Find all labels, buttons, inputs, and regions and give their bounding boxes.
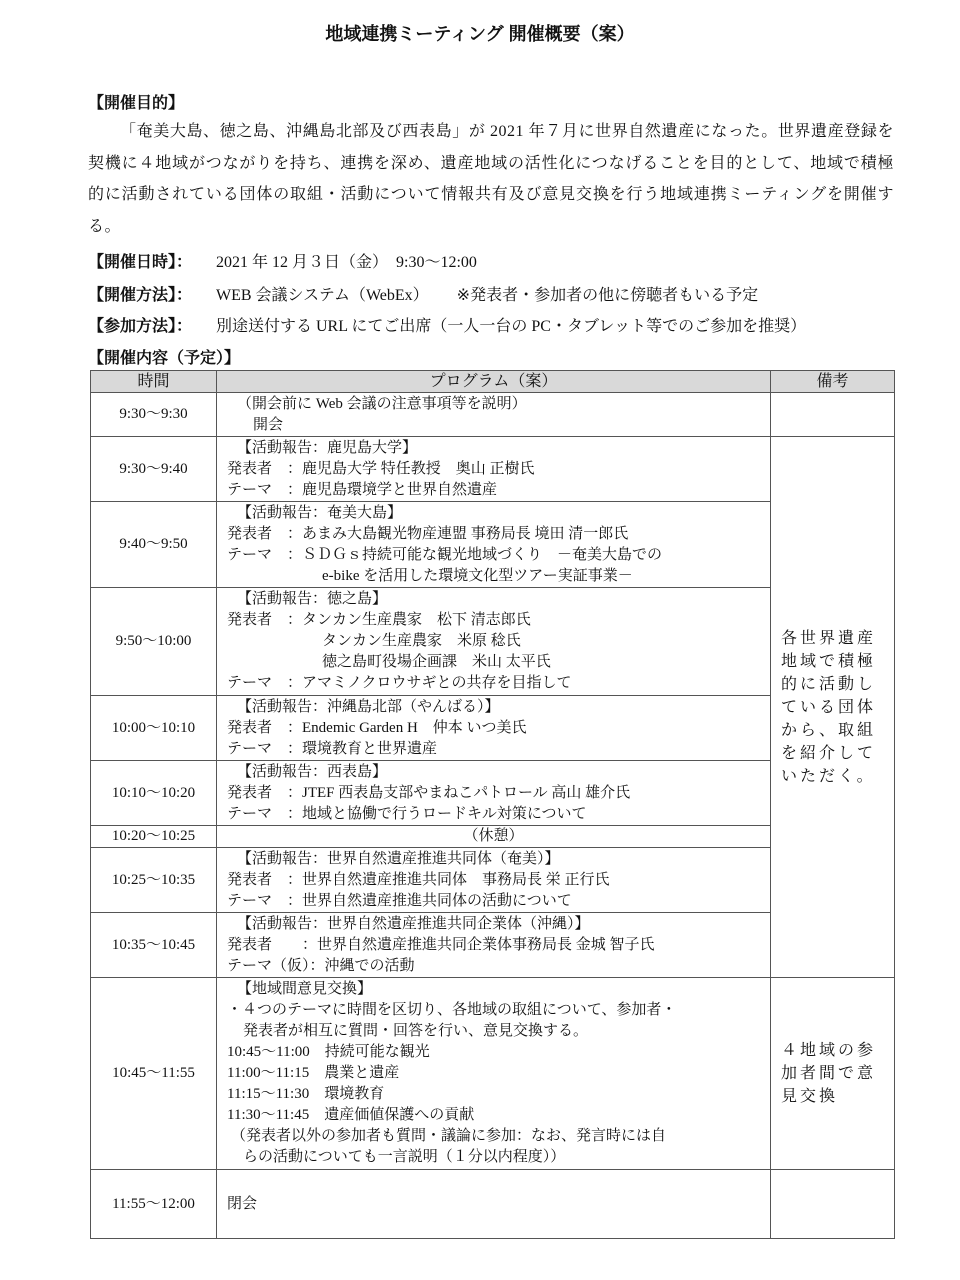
program-line: （開会前に Web 会議の注意事項等を説明） [237,395,527,412]
program-line: 発表者 ：鹿児島大学 特任教授 奥山 正樹氏 [227,460,535,477]
info-datetime [88,249,477,272]
program-line: 11:00～11:15 農業と遺産 [227,1065,400,1081]
program-line: 10:45～11:00 持続可能な観光 [227,1044,430,1060]
row-notes-empty [771,1170,895,1239]
header-time: 時間 [91,371,217,393]
notes-exchange: ４地域の参加者間で意見交換 [771,978,895,1170]
program-line: 開会 [253,416,284,433]
program-line: 徳之島町役場企画課 米山 太平氏 [322,654,551,670]
program-line: 【活動報告：世界自然遺産推進共同企業体（沖縄）】 [237,915,590,932]
program-line: 発表者 ：世界自然遺産推進共同企業体事務局長 金城 智子氏 [227,936,655,953]
row-program [217,978,771,1170]
table-row [91,978,895,1170]
row-time: 11:55～12:00 [91,1170,217,1239]
program-line: テーマ ：鹿児島環境学と世界自然遺産 [227,481,498,498]
content-heading: 【開催内容（予定）】 [88,350,241,367]
program-line: 11:30～11:45 遺産価値保護への貢献 [227,1107,475,1123]
notes-activity-reports: 各世界遺産地域で積極的に活動している団体から、取組を紹介していただく。 [771,437,895,978]
program-line: 発表者 ：JTEF 西表島支部やまねこパトロール 高山 雄介氏 [227,784,631,801]
row-time: 10:25～10:35 [91,848,217,913]
program-line: 発表者 ：Endemic Garden H 仲本 いつ美氏 [227,719,527,736]
program-line: 【活動報告：西表島】 [237,763,388,780]
program-line: テーマ（仮）：沖縄での活動 [227,957,415,974]
table-row [91,437,895,502]
program-line: 【活動報告：鹿児島大学】 [237,439,418,456]
program-line: 11:15～11:30 環境教育 [227,1086,385,1102]
program-line: らの活動についても一言説明（１分以内程度）） [243,1149,566,1165]
document-title: 地域連携ミーティング 開催概要（案） [325,24,635,44]
row-program [217,393,771,437]
table-row [91,1170,895,1239]
program-line: 【活動報告：奄美大島】 [237,504,403,521]
program-line: 【活動報告：沖縄島北部（やんばる）】 [237,698,500,715]
datetime-value: 2021 年 12 月３日（金） 9:30～12:00 [216,254,477,271]
purpose-text: 「奄美大島、徳之島、沖縄島北部及び西表島」が 2021 年７月に世界自然遺産になった。世界遺産登録を契機に４地域がつながりを持ち、連携を深め、遺産地域の活性化につなげることを目的として、地域で積極的に活動されている団体の取組・活動について情報共有及び意見交換を行う地域連携ミーティングを開催する。 [88,123,894,235]
program-line: タンカン生産農家 米原 稔氏 [322,633,521,649]
row-time: 9:30～9:40 [91,437,217,502]
program-line: e-bike を活用した環境文化型ツアー実証事業－ [322,567,633,584]
program-line: テーマ ：地域と協働で行うロードキル対策について [227,805,587,822]
program-line: テーマ ：ＳＤＧｓ持続可能な観光地域づくり －奄美大島での [227,546,663,563]
program-line: （発表者以外の参加者も質問・議論に参加：なお、発言時には自 [231,1128,667,1144]
row-time: 9:40～9:50 [91,502,217,588]
method-value-wrap [216,282,758,305]
row-time: 10:10～10:20 [91,761,217,826]
row-notes-empty [771,393,895,437]
row-program [217,696,771,761]
program-line: 【活動報告：徳之島】 [237,591,388,607]
program-line: （休憩） [463,828,524,844]
row-time: 10:45～11:55 [91,978,217,1170]
program-line: 発表者が相互に質問・回答を行い、意見交換する。 [243,1023,589,1039]
program-line: テーマ ：世界自然遺産推進共同体の活動について [227,892,572,909]
row-program [217,848,771,913]
row-program [217,761,771,826]
row-time: 10:35～10:45 [91,913,217,978]
program-line: 【活動報告：世界自然遺産推進共同体（奄美）】 [237,850,560,867]
program-line: ・４つのテーマに時間を区切り、各地域の取組について、参加者・ [227,1002,677,1018]
schedule-table [90,370,895,1239]
row-time: 10:00～10:10 [91,696,217,761]
program-line: 発表者 ：世界自然遺産推進共同体 事務局長 栄 正行氏 [227,871,610,888]
method-note: ※発表者・参加者の他に傍聴者もいる予定 [456,287,759,304]
method-value: WEB 会議システム（WebEx） [216,287,429,304]
header-program: プログラム（案） [217,371,771,393]
row-program [217,502,771,588]
row-program [217,588,771,696]
program-line: テーマ ：アマミノクロウサギとの共存を目指して [227,675,572,691]
row-time: 9:50～10:00 [91,588,217,696]
row-time: 9:30～9:30 [91,393,217,437]
method-label: 【開催方法】： [88,287,193,304]
program-line: テーマ ：環境教育と世界遺産 [227,740,438,757]
info-participation [88,313,807,336]
table-row [91,393,895,437]
row-program [217,913,771,978]
participation-label: 【参加方法】： [88,318,193,335]
program-line: 発表者 ：あまみ大島観光物産連盟 事務局長 境田 清一郎氏 [227,525,629,542]
datetime-label: 【開催日時】： [88,254,193,271]
program-line: 発表者 ：タンカン生産農家 松下 清志郎氏 [227,612,531,628]
table-header-row [91,371,895,393]
row-program [217,826,771,848]
row-program [217,437,771,502]
info-method [88,282,759,305]
header-notes: 備考 [771,371,895,393]
row-program [217,1170,771,1239]
program-line: 閉会 [227,1195,258,1212]
program-line: 【地域間意見交換】 [237,981,373,997]
purpose-heading: 【開催目的】 [88,95,185,112]
row-time: 10:20～10:25 [91,826,217,848]
participation-value: 別途送付する URL にてご出席（一人一台の PC・タブレット等でのご参加を推奨） [216,318,807,335]
